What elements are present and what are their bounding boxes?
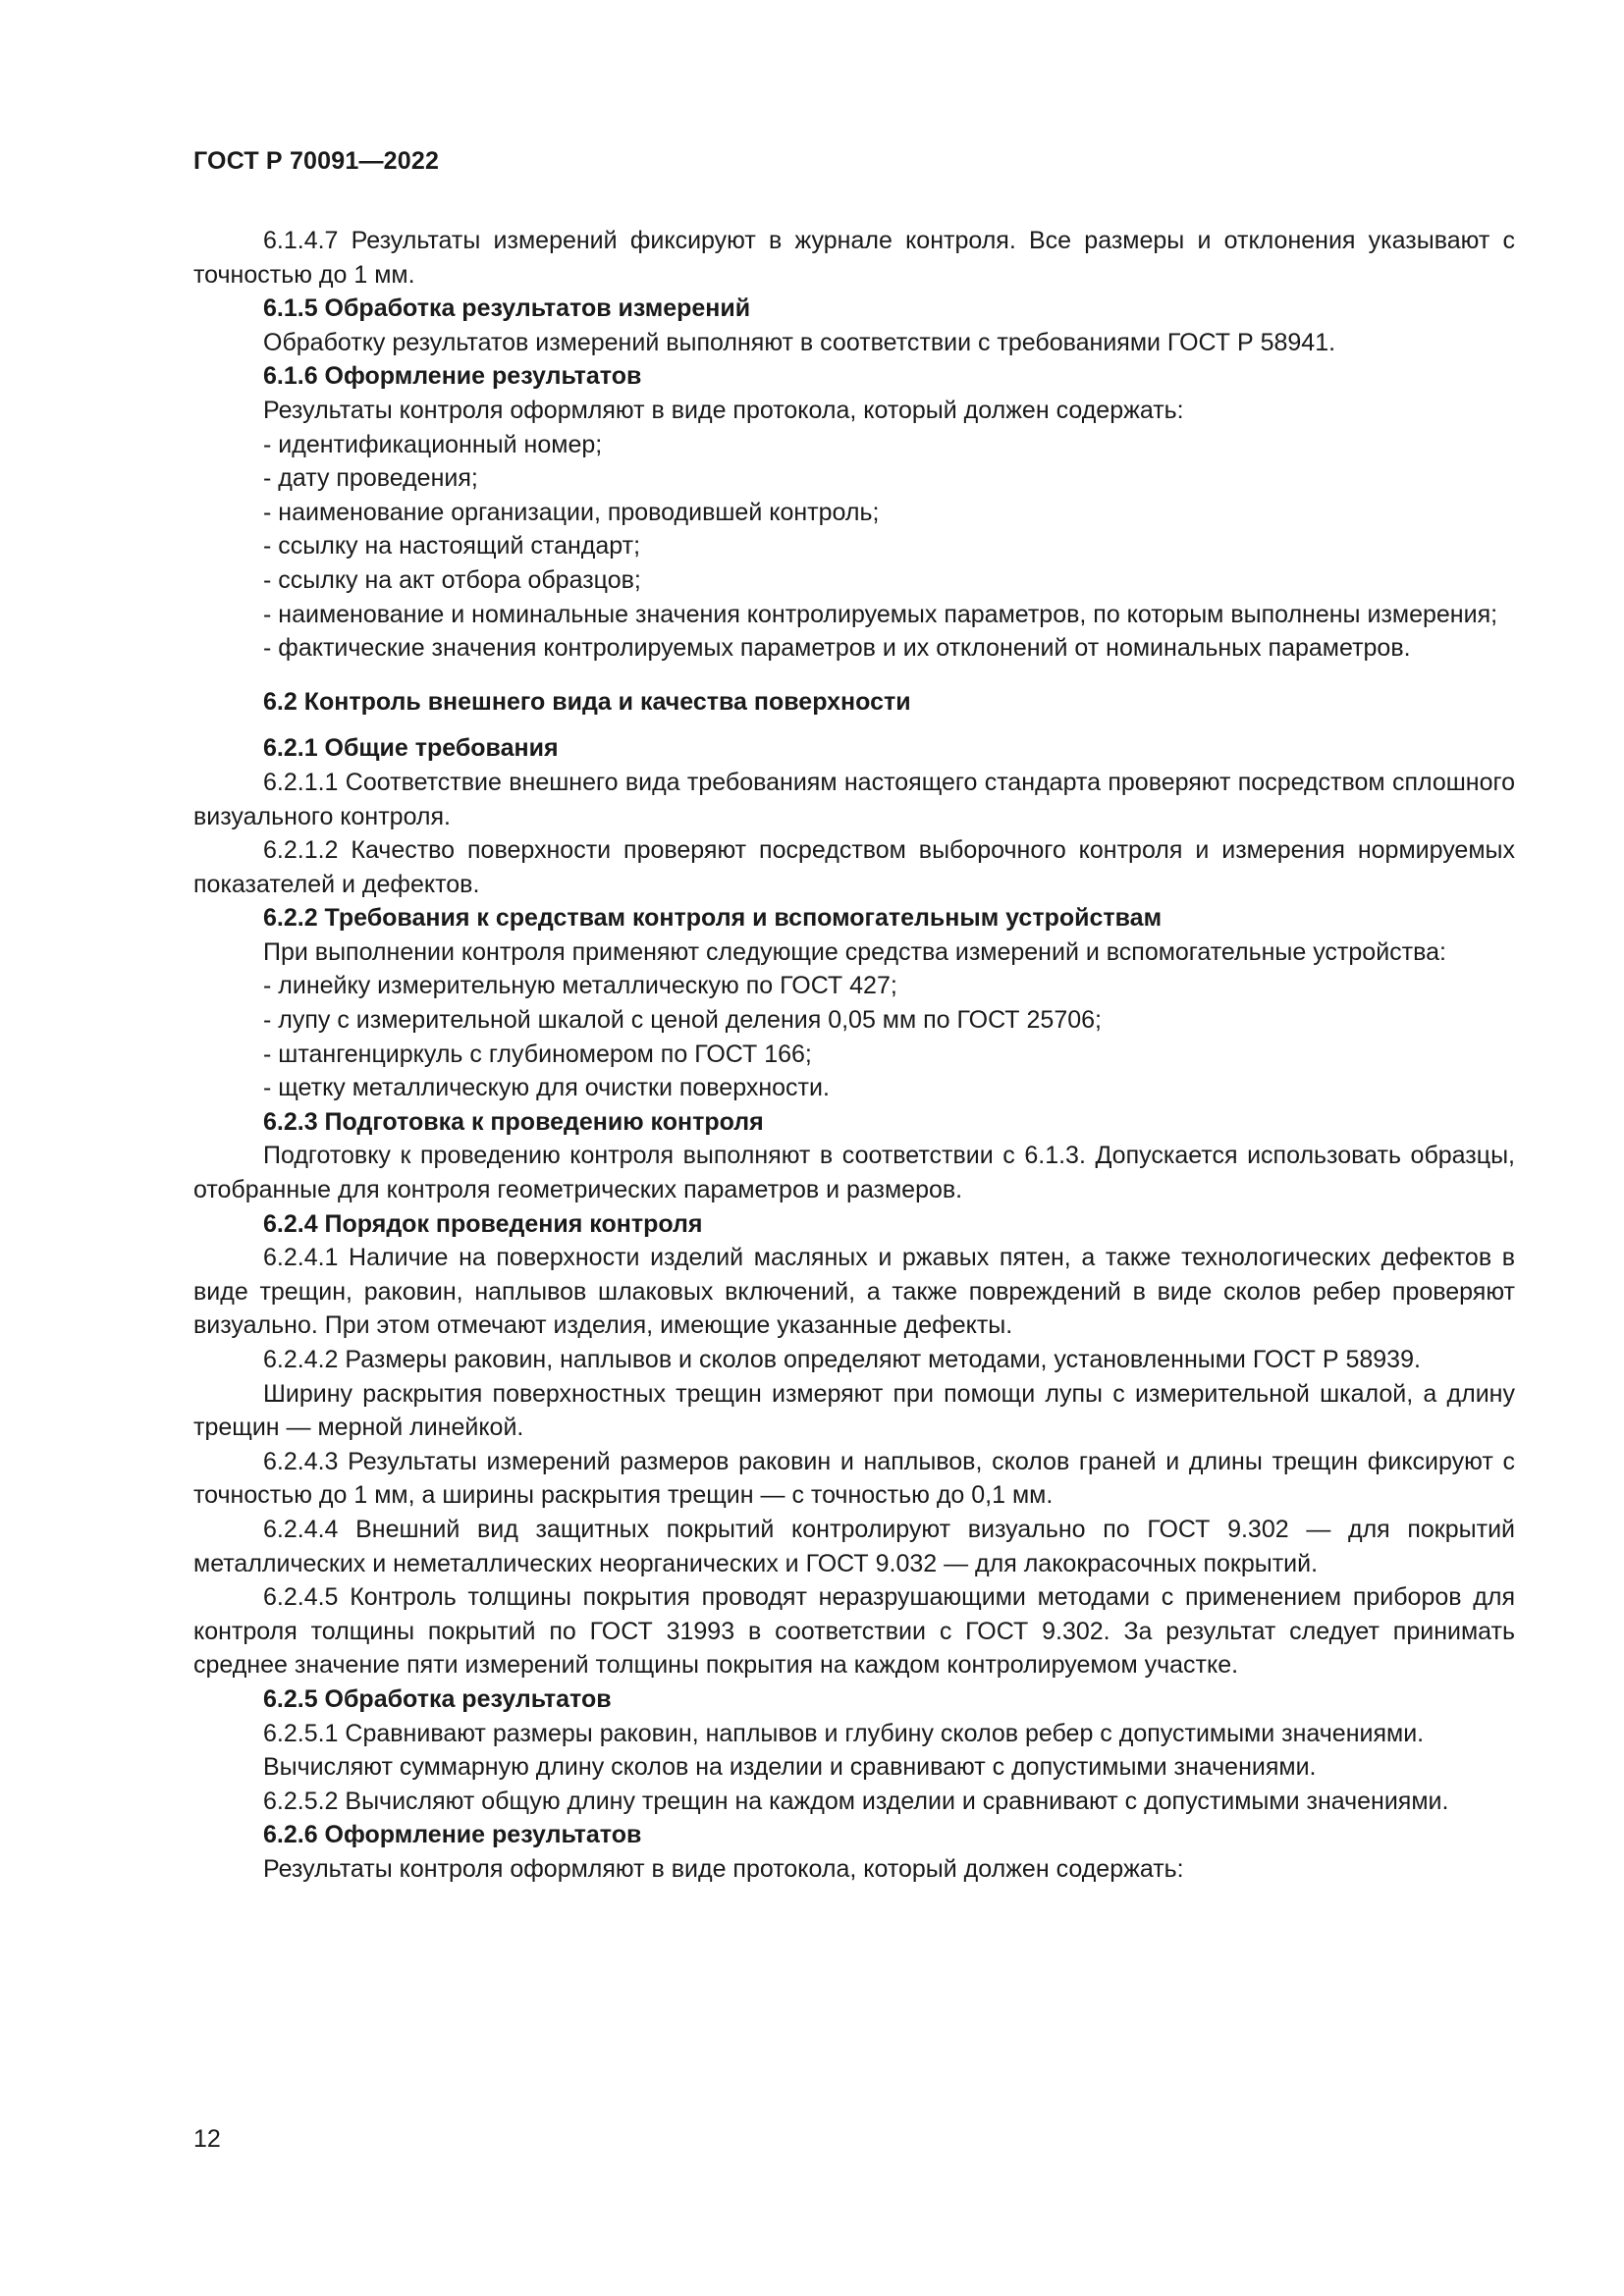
section-heading: 6.2.2 Требования к средствам контроля и вспомогательным устройствам — [263, 904, 1163, 933]
body-paragraph: - ссылку на настоящий стандарт; — [263, 532, 641, 561]
body-paragraph: Результаты контроля оформляют в виде протокола, который должен содержать: — [263, 1854, 1184, 1883]
document-code-header: ГОСТ Р 70091—2022 — [193, 147, 440, 175]
section-heading: 6.2.3 Подготовка к проведению контроля — [263, 1107, 764, 1136]
body-paragraph: 6.2.4.4 Внешний вид защитных покрытий контролируют визуально по ГОСТ 9.302 — для покрытий металлических и неметаллических неорганических и ГОСТ 9.032 — для лакокрасочных покрытий. — [193, 1515, 1515, 1577]
body-paragraph: 6.2.4.2 Размеры раковин, наплывов и сколов определяют методами, установленными ГОСТ Р 58939. — [263, 1346, 1421, 1373]
section-heading: 6.2.4 Порядок проведения контроля — [263, 1209, 703, 1238]
body-paragraph: Подготовку к проведению контроля выполняют в соответствии с 6.1.3. Допускается использовать образцы, отобранные для контроля геометрических параметров и размеров. — [193, 1142, 1515, 1204]
body-paragraph: Ширину раскрытия поверхностных трещин измеряют при помощи лупы с измерительной шкалой, а длину трещин — мерной линейкой. — [193, 1379, 1515, 1442]
section-heading: 6.1.5 Обработка результатов измерений — [263, 294, 751, 323]
body-paragraph: 6.2.1.2 Качество поверхности проверяют посредством выборочного контроля и измерения нормируемых показателей и дефектов. — [193, 836, 1515, 898]
body-paragraph: - наименование и номинальные значения контролируемых параметров, по которым выполнены измерения; — [263, 600, 1498, 628]
body-paragraph: 6.2.5.1 Сравнивают размеры раковин, наплывов и глубину сколов ребер с допустимыми значениями. — [263, 1719, 1425, 1747]
section-heading: 6.2 Контроль внешнего вида и качества поверхности — [263, 687, 911, 716]
body-paragraph: 6.2.4.1 Наличие на поверхности изделий масляных и ржавых пятен, а также технологических дефектов в виде трещин, раковин, наплывов шлаковых включений, а также повреждений в виде сколов ребер проверяют визуально. При этом отмечают изделия, имеющие указанные дефекты. — [193, 1244, 1515, 1340]
body-paragraph: - дату проведения; — [263, 464, 478, 493]
section-heading: 6.2.1 Общие требования — [263, 734, 559, 763]
body-paragraph: Вычисляют суммарную длину сколов на изделии и сравнивают с допустимыми значениями. — [263, 1753, 1317, 1782]
section-heading: 6.1.6 Оформление результатов — [263, 362, 642, 391]
body-paragraph: 6.2.1.1 Соответствие внешнего вида требованиям настоящего стандарта проверяют посредством сплошного визуального контроля. — [193, 768, 1515, 830]
body-paragraph: Результаты контроля оформляют в виде протокола, который должен содержать: — [263, 396, 1184, 424]
body-paragraph: 6.2.4.3 Результаты измерений размеров раковин и наплывов, сколов граней и длины трещин фиксируют с точностью до 1 мм, а ширины раскрытия трещин — с точностью до 0,1 мм. — [193, 1447, 1515, 1510]
body-paragraph: Обработку результатов измерений выполняют в соответствии с требованиями ГОСТ Р 58941. — [263, 328, 1336, 356]
body-paragraph: - штангенциркуль с глубиномером по ГОСТ 166; — [263, 1040, 812, 1068]
body-paragraph: - идентификационный номер; — [263, 430, 603, 458]
document-body — [193, 224, 1515, 1887]
body-paragraph: - ссылку на акт отбора образцов; — [263, 565, 641, 594]
body-paragraph: - линейку измерительную металлическую по ГОСТ 427; — [263, 972, 897, 1000]
section-heading: 6.2.6 Оформление результатов — [263, 1821, 642, 1849]
section-heading: 6.2.5 Обработка результатов — [263, 1684, 612, 1713]
body-paragraph: - фактические значения контролируемых параметров и их отклонений от номинальных параметров. — [263, 634, 1411, 663]
body-paragraph: - наименование организации, проводившей контроль; — [263, 498, 880, 526]
body-paragraph: 6.2.4.5 Контроль толщины покрытия проводят неразрушающими методами с применением приборов для контроля толщины покрытий по ГОСТ 31993 в соответствии с ГОСТ 9.302. За результат следует принимать среднее значение пяти измерений толщины покрытия на каждом контролируемом участке. — [193, 1583, 1515, 1680]
body-paragraph: При выполнении контроля применяют следующие средства измерений и вспомогательные устройства: — [263, 937, 1446, 966]
body-paragraph: 6.1.4.7 Результаты измерений фиксируют в журнале контроля. Все размеры и отклонения указывают с точностью до 1 мм. — [193, 227, 1515, 289]
page-number: 12 — [193, 2125, 221, 2153]
body-paragraph: - лупу с измерительной шкалой с ценой деления 0,05 мм по ГОСТ 25706; — [263, 1006, 1102, 1035]
body-paragraph: - щетку металлическую для очистки поверхности. — [263, 1074, 830, 1102]
body-paragraph: 6.2.5.2 Вычисляют общую длину трещин на каждом изделии и сравнивают с допустимыми значениями. — [263, 1787, 1449, 1815]
